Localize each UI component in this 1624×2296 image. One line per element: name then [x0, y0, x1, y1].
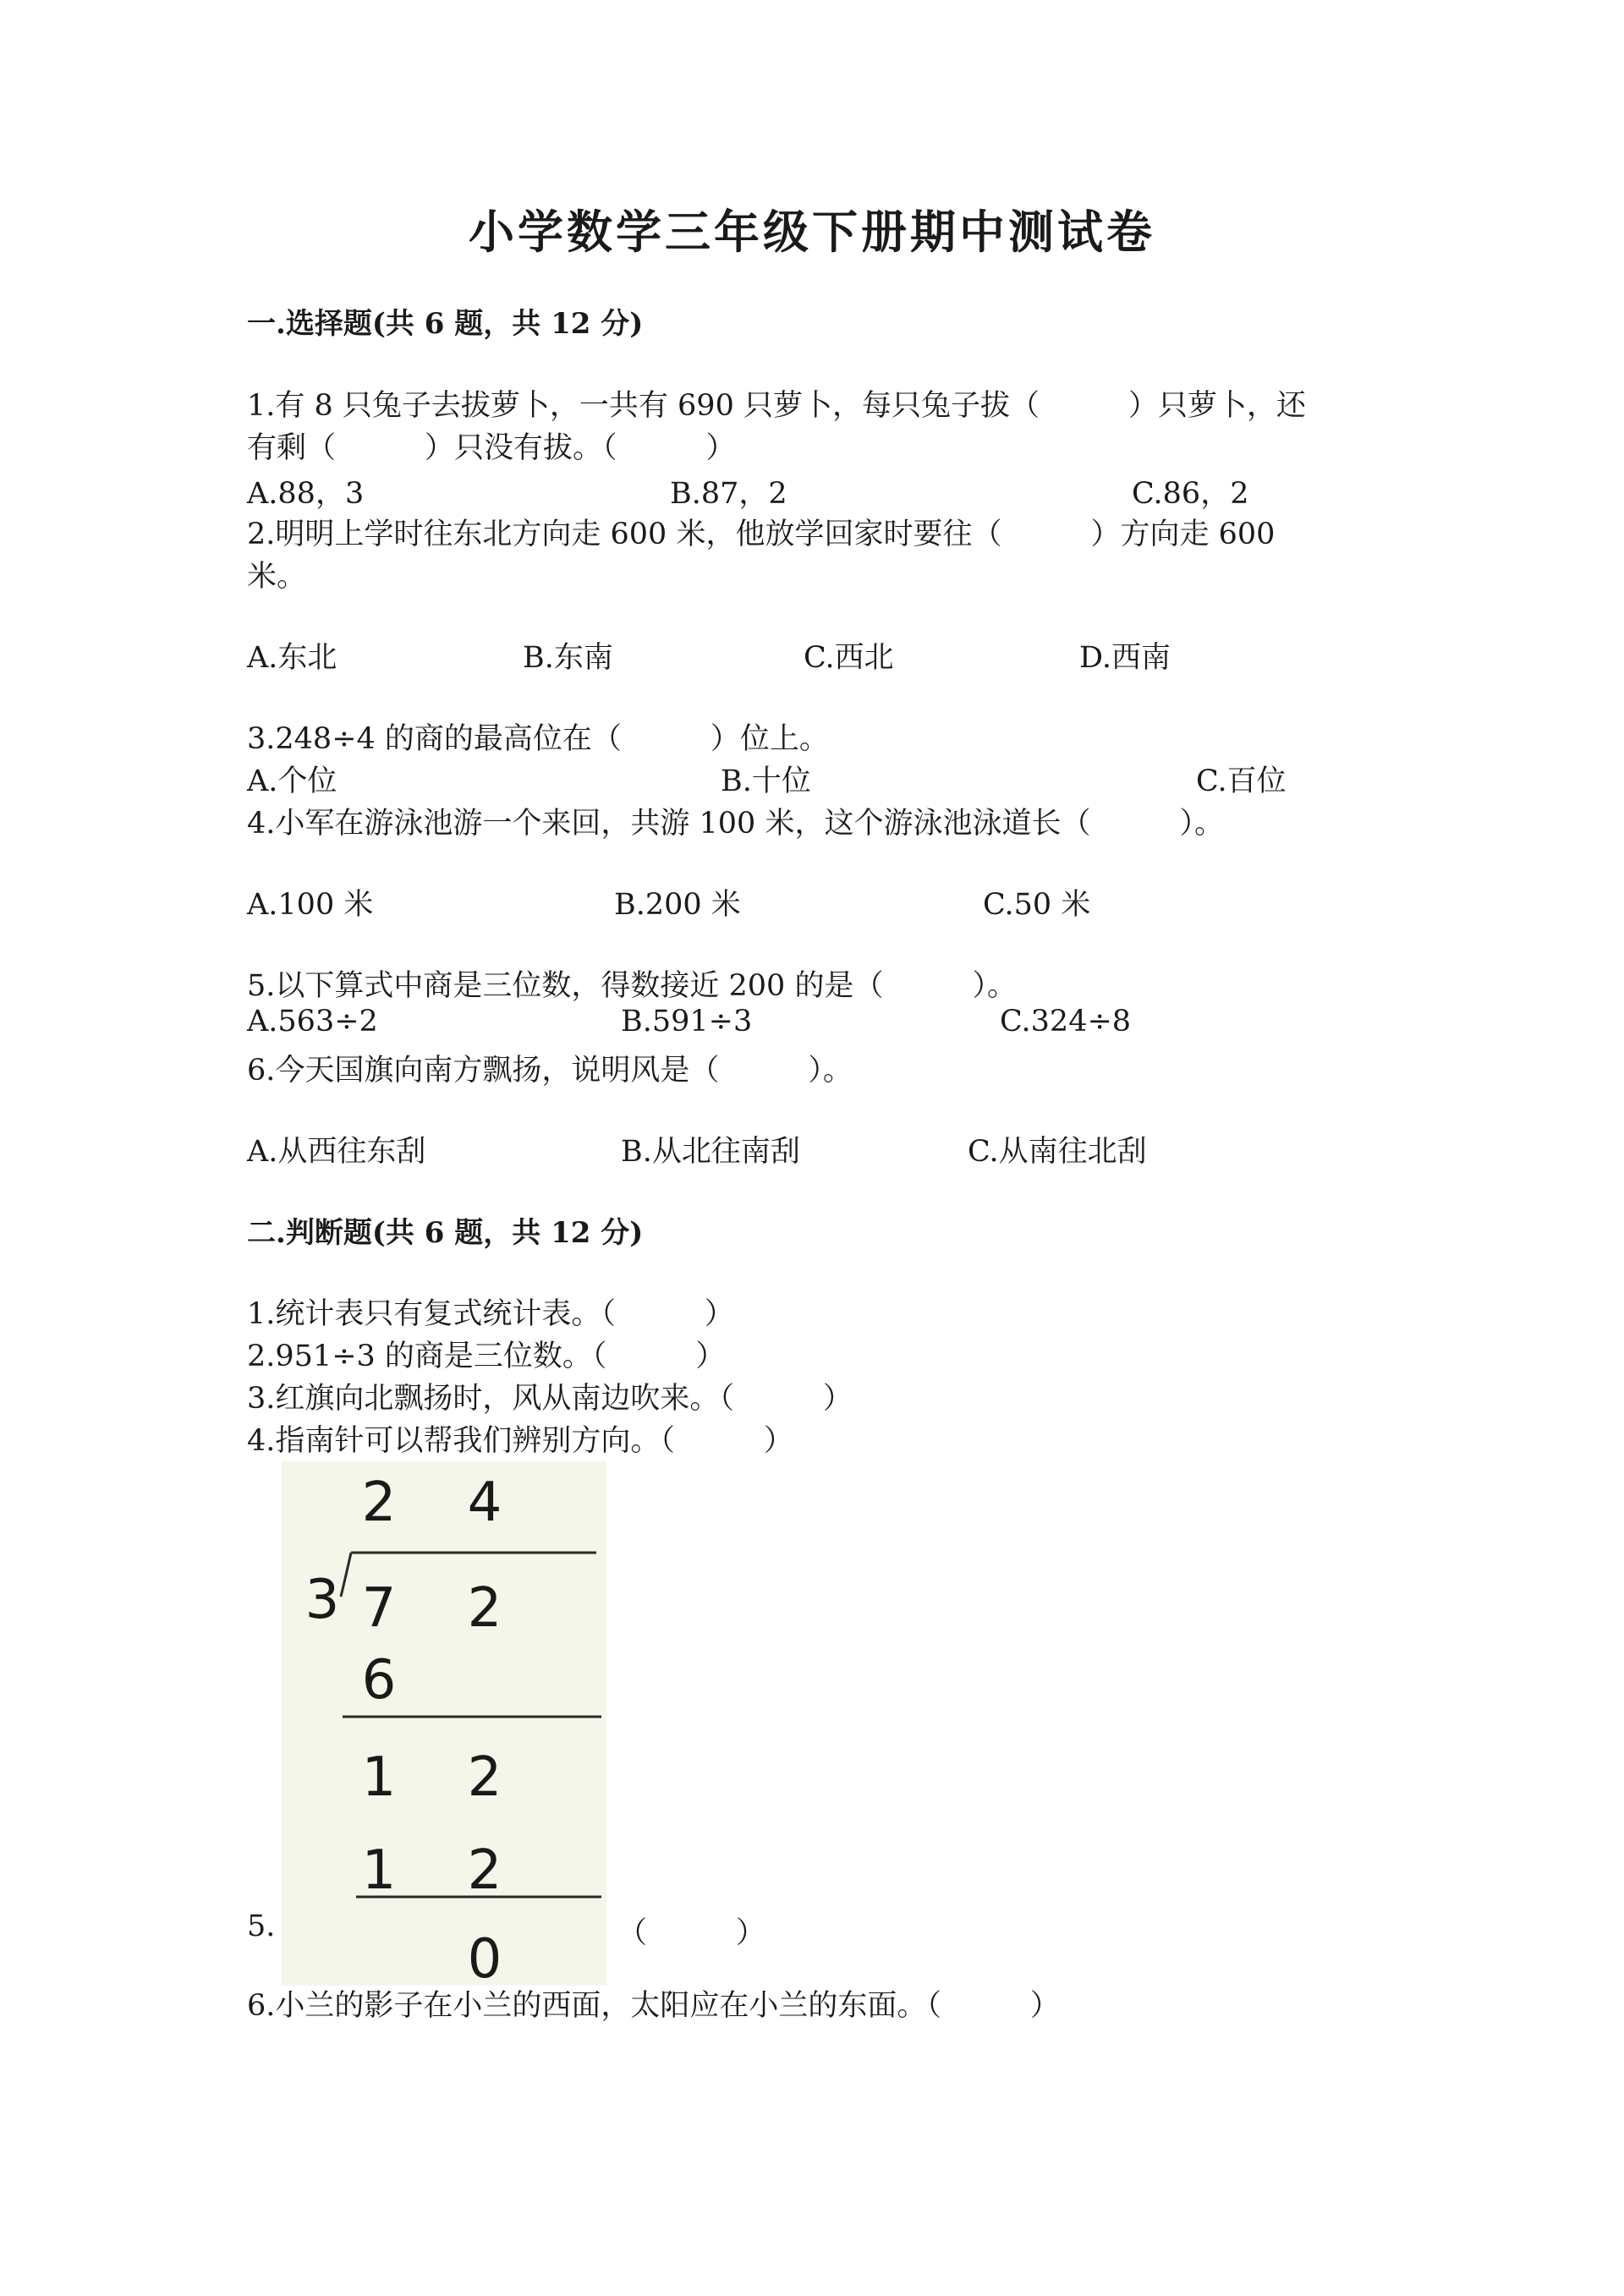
question-1-option-b[interactable]: B.87，2 [670, 477, 787, 511]
question-6-option-a[interactable]: A.从西往东刮 [247, 1135, 426, 1169]
dividend-digit-2: 2 [467, 1577, 502, 1640]
question-1-option-c[interactable]: C.86，2 [1132, 477, 1249, 511]
question-5-option-c[interactable]: C.324÷8 [1000, 1005, 1132, 1038]
question-1-option-a[interactable]: A.88，3 [247, 477, 365, 511]
question-5-option-b[interactable]: B.591÷3 [621, 1005, 753, 1038]
question-6-option-c[interactable]: C.从南往北刮 [968, 1135, 1147, 1169]
judgement-3: 3.红旗向北飘扬时，风从南边吹来。（ ） [247, 1382, 853, 1416]
question-2-option-d[interactable]: D.西南 [1079, 641, 1171, 675]
question-4-line1: 4.小军在游泳池游一个来回，共游 100 米，这个游泳池泳道长（ ）。 [247, 807, 1224, 841]
question-4-option-c[interactable]: C.50 米 [983, 888, 1091, 922]
step2-digit-1: 1 [361, 1839, 397, 1902]
step1-digit-6: 6 [361, 1649, 397, 1712]
quotient-digit-4: 4 [467, 1471, 502, 1534]
division-bracket [341, 1553, 351, 1597]
question-2-option-a[interactable]: A.东北 [247, 641, 337, 675]
question-2-line2: 米。 [247, 560, 307, 594]
question-4-option-b[interactable]: B.200 米 [614, 888, 741, 922]
question-1-line1: 1.有 8 只兔子去拔萝卜，一共有 690 只萝卜，每只兔子拔（ ）只萝卜，还 [247, 389, 1306, 423]
result-digit-0: 0 [467, 1928, 502, 1986]
question-2-line1: 2.明明上学时往东北方向走 600 米，他放学回家时要往（ ）方向走 600 [247, 518, 1276, 551]
question-3-option-a[interactable]: A.个位 [247, 764, 337, 798]
question-6-line1: 6.今天国旗向南方飘扬，说明风是（ ）。 [247, 1054, 853, 1088]
question-6-option-b[interactable]: B.从北往南刮 [621, 1135, 800, 1169]
long-division-figure [282, 1461, 606, 1986]
dividend-digit-7: 7 [361, 1577, 397, 1640]
question-2-option-c[interactable]: C.西北 [804, 641, 894, 675]
divisor-digit-3: 3 [304, 1569, 340, 1631]
judgement-5: 5. [247, 1910, 276, 1943]
judgement-4: 4.指南针可以帮我们辨别方向。（ ） [247, 1424, 793, 1458]
section-heading-choice: 一.选择题(共 6 题，共 12 分) [247, 307, 644, 341]
quotient-digit-2: 2 [361, 1471, 397, 1534]
question-1-line2: 有剩（ ）只没有拔。（ ） [247, 431, 736, 465]
question-3-line1: 3.248÷4 的商的最高位在（ ）位上。 [247, 722, 829, 756]
judgement-6: 6.小兰的影子在小兰的西面，太阳应在小兰的东面。（ ） [247, 1989, 1060, 2023]
question-4-option-a[interactable]: A.100 米 [247, 888, 374, 922]
remainder1-digit-1: 1 [361, 1746, 397, 1809]
remainder1-digit-2: 2 [467, 1746, 502, 1809]
section-heading-judgement: 二.判断题(共 6 题，共 12 分) [247, 1216, 644, 1250]
question-2-option-b[interactable]: B.东南 [523, 641, 613, 675]
question-3-option-c[interactable]: C.百位 [1196, 764, 1287, 798]
judgement-1: 1.统计表只有复式统计表。（ ） [247, 1297, 734, 1331]
judgement-5-blank: （ ） [617, 1916, 766, 1950]
step2-digit-2: 2 [467, 1839, 502, 1902]
judgement-2: 2.951÷3 的商是三位数。（ ） [247, 1340, 726, 1373]
page-title: 小学数学三年级下册期中测试卷 [469, 205, 1155, 259]
question-5-line1: 5.以下算式中商是三位数，得数接近 200 的是（ ）。 [247, 969, 1017, 1003]
question-3-option-b[interactable]: B.十位 [721, 764, 811, 798]
question-5-option-a[interactable]: A.563÷2 [247, 1005, 378, 1038]
